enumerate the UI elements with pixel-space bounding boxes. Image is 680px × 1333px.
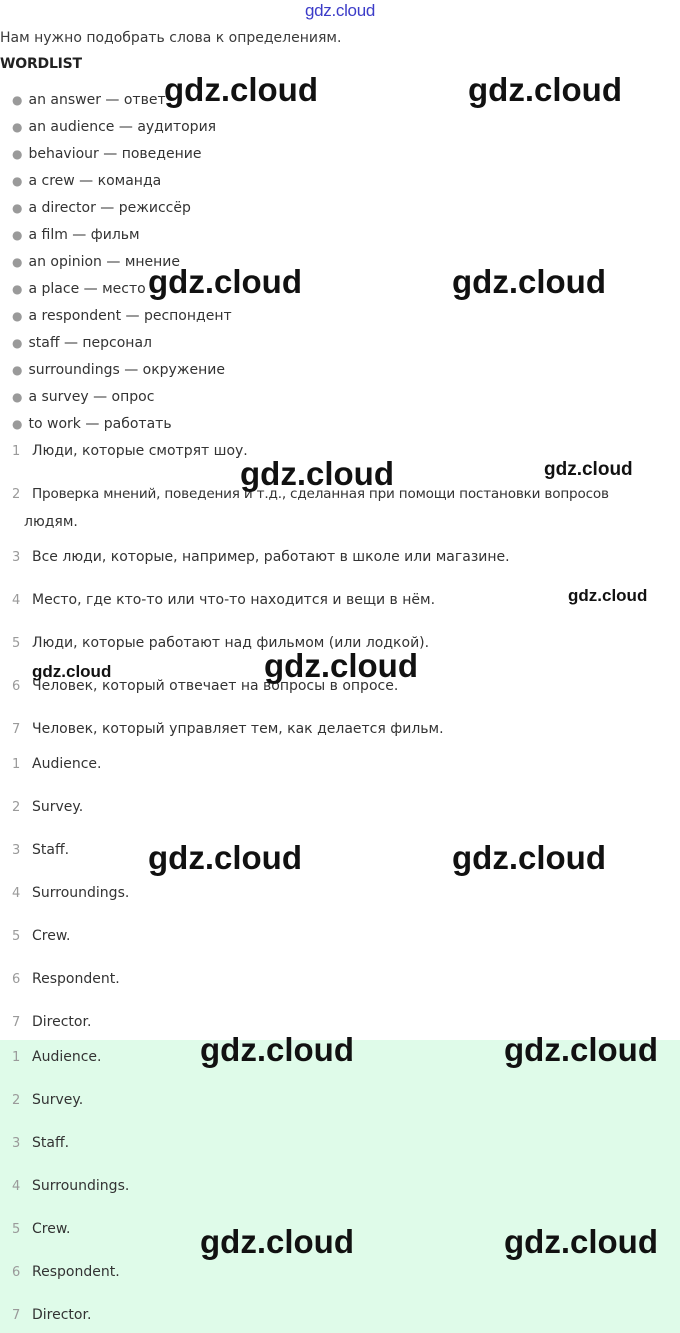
watermark: gdz.cloud [32,662,112,681]
watermark: gdz.cloud [504,1031,658,1068]
answer-number: 1 [12,757,21,772]
bullet-icon: ● [12,363,23,377]
bullet-icon: ● [12,147,23,161]
bullet-icon: ● [12,417,23,431]
definition-text: Люди, которые работают над фильмом (или лодкой). [32,635,430,651]
watermark: gdz.cloud [148,263,302,300]
definition-text: Место, где кто-то или что-то находится и вещи в нём. [32,592,436,608]
answer-text: Director. [32,1014,92,1030]
definition-number: 5 [12,636,21,651]
answer-text: Director. [32,1307,92,1323]
wordlist-item: ● staff — персонал [12,335,152,351]
answer-number: 4 [12,886,21,901]
answer-number: 4 [12,1179,21,1194]
watermark: gdz.cloud [568,586,648,605]
bullet-icon: ● [12,255,23,269]
wordlist-item: ● to work — работать [12,416,172,432]
wordlist-item: ● a crew — команда [12,173,162,189]
definition-text-continued: людям. [24,514,78,530]
answer-number: 5 [12,1222,21,1237]
answer-text: Respondent. [32,971,120,987]
site-link[interactable]: gdz.cloud [304,1,376,20]
wordlist-item: ● an opinion — мнение [12,254,181,270]
definition-text: Проверка мнений, поведения и т.д., сделанная при помощи постановки вопросов [32,486,609,502]
answer-number: 5 [12,929,21,944]
wordlist-item: ● a respondent — респондент [12,308,232,324]
definition-number: 1 [12,444,21,459]
bullet-icon: ● [12,336,23,350]
bullet-icon: ● [12,120,23,134]
watermark: gdz.cloud [264,647,418,684]
bullet-icon: ● [12,201,23,215]
wordlist-item: ● behaviour — поведение [12,146,202,162]
answer-text: Audience. [32,756,102,772]
watermark: gdz.cloud [200,1031,354,1068]
answer-number: 3 [12,1136,21,1151]
watermark: gdz.cloud [164,71,318,108]
answer-number: 3 [12,843,21,858]
watermark: gdz.cloud [452,839,606,876]
bullet-icon: ● [12,390,23,404]
answer-number: 7 [12,1015,21,1030]
answer-text: Surroundings. [32,1178,130,1194]
definition-text: Человек, который отвечает на вопросы в опросе. [32,678,399,694]
answer-text: Crew. [32,1221,71,1237]
watermark: gdz.cloud [504,1223,658,1260]
answer-text: Audience. [32,1049,102,1065]
wordlist-title: WORDLIST [0,56,82,72]
wordlist-item: ● a survey — опрос [12,389,155,405]
bullet-icon: ● [12,282,23,296]
bullet-icon: ● [12,309,23,323]
watermark: gdz.cloud [468,71,622,108]
wordlist-item: ● a place — место [12,281,146,297]
answer-text: Staff. [32,1135,70,1151]
wordlist-item: ● surroundings — окружение [12,362,225,378]
definition-number: 2 [12,487,21,502]
definition-number: 7 [12,722,21,737]
definition-text: Человек, который управляет тем, как делается фильм. [32,721,444,737]
answer-text: Surroundings. [32,885,130,901]
answer-text: Survey. [32,799,84,815]
answer-number: 7 [12,1308,21,1323]
definition-text: Все люди, которые, например, работают в школе или магазине. [32,549,510,565]
intro-text: Нам нужно подобрать слова к определениям. [0,30,342,46]
watermark: gdz.cloud [148,839,302,876]
watermark: gdz.cloud [200,1223,354,1260]
wordlist-item: ● a director — режиссёр [12,200,191,216]
wordlist-item: ● an answer — ответ [12,92,166,108]
watermark: gdz.cloud [544,459,633,480]
answer-text: Respondent. [32,1264,120,1280]
bullet-icon: ● [12,93,23,107]
answer-number: 2 [12,800,21,815]
watermark: gdz.cloud [452,263,606,300]
definition-number: 3 [12,550,21,565]
wordlist-item: ● a film — фильм [12,227,140,243]
wordlist-item: ● an audience — аудитория [12,119,217,135]
answer-number: 6 [12,972,21,987]
answer-text: Crew. [32,928,71,944]
definition-text: Люди, которые смотрят шоу. [32,443,248,459]
definition-number: 4 [12,593,21,608]
definition-number: 6 [12,679,21,694]
answer-text: Survey. [32,1092,84,1108]
watermark: gdz.cloud [240,455,394,492]
answer-number: 6 [12,1265,21,1280]
bullet-icon: ● [12,174,23,188]
bullet-icon: ● [12,228,23,242]
answer-number: 1 [12,1050,21,1065]
answer-text: Staff. [32,842,70,858]
answer-number: 2 [12,1093,21,1108]
